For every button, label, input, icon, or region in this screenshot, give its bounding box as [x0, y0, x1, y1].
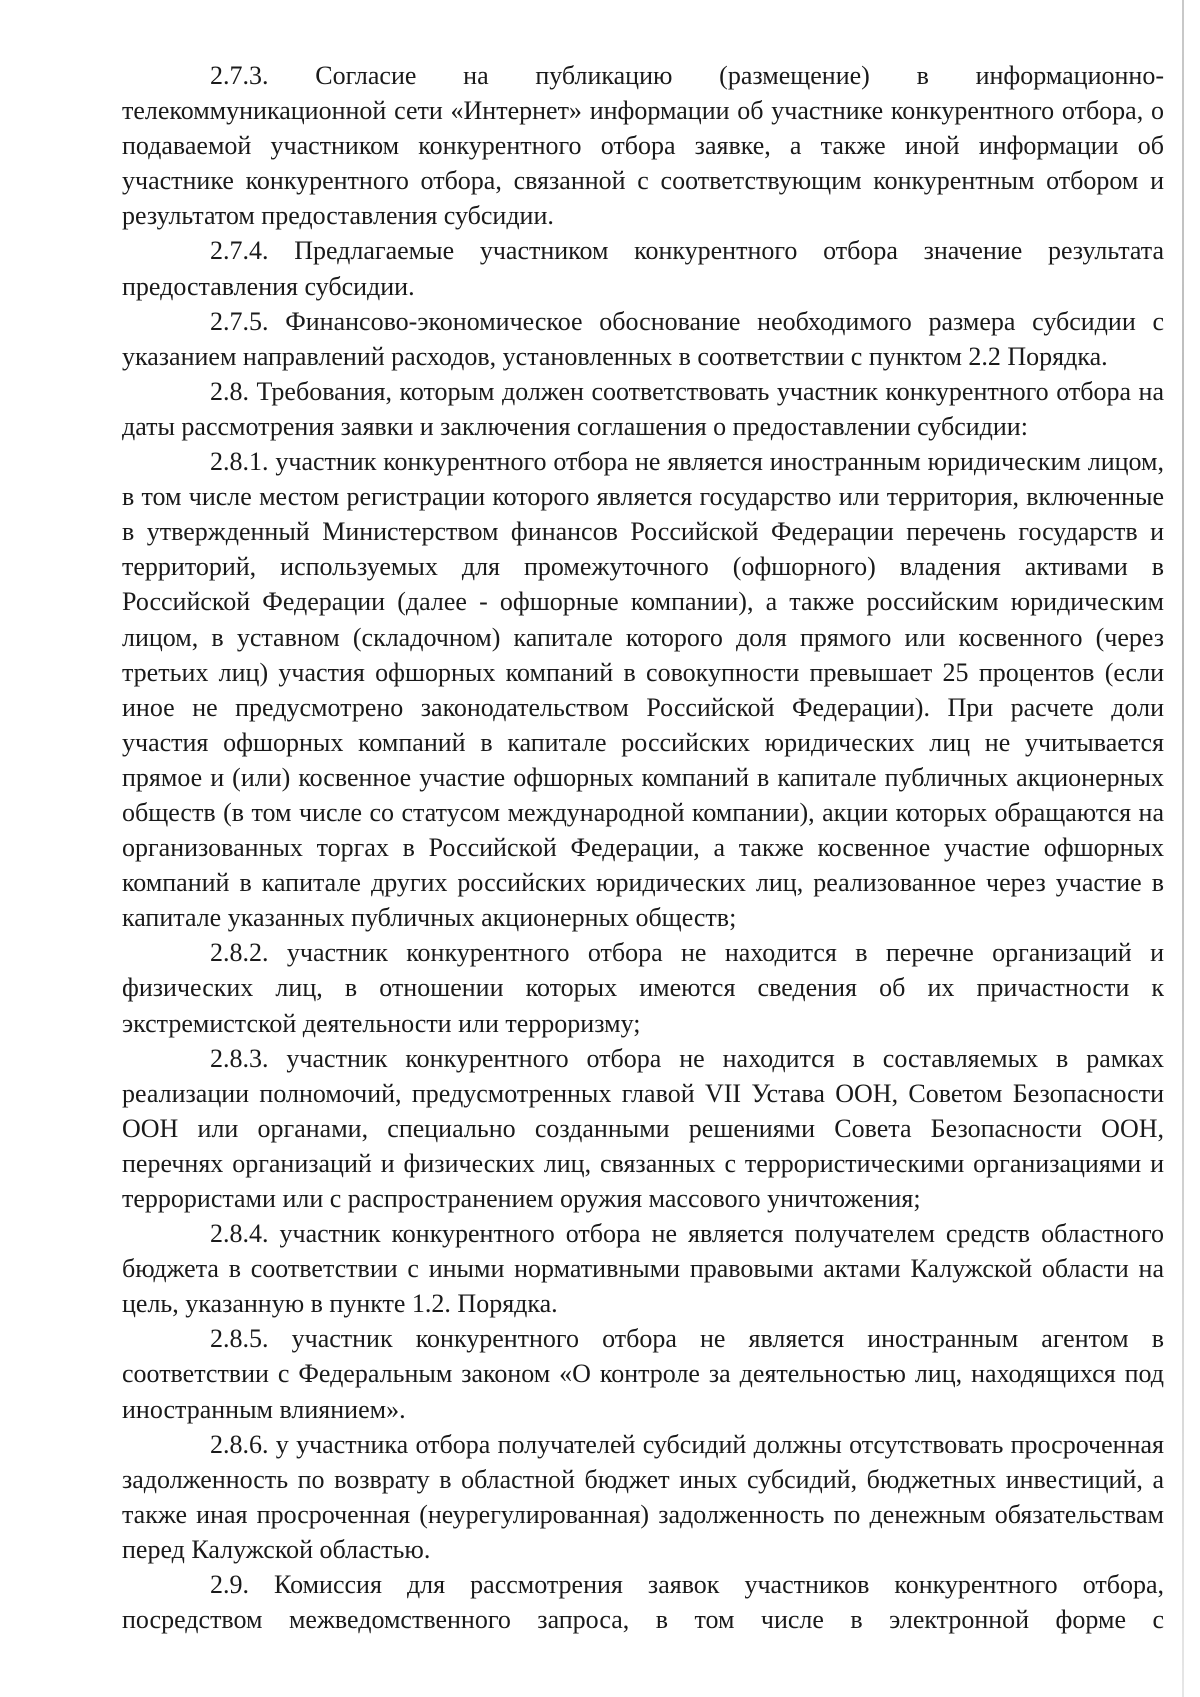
paragraph-2-8-5: 2.8.5. участник конкурентного отбора не является иностранным агентом в соответствии с Федеральным законом «О контроле за деятельностью лиц, находящихся под иностранным влиянием».	[122, 1324, 1164, 1424]
paragraph-2-7-4: 2.7.4. Предлагаемые участником конкурентного отбора значение результата предоставления субсидии.	[122, 236, 1164, 301]
scan-edge-line	[1182, 0, 1184, 1697]
paragraph-2-8-3: 2.8.3. участник конкурентного отбора не находится в составляемых в рамках реализации полномочий, предусмотренных главой VII Устава ООН, Советом Безопасности ООН или органами, специально созданными решениями Совета Безопасности ООН, перечнях организаций и физических лиц, связанных с террористическими организациями и террористами или с распространением оружия массового уничтожения;	[122, 1043, 1164, 1213]
paragraph-2-8-6: 2.8.6. у участника отбора получателей субсидий должны отсутствовать просроченная задолженность по возврату в областной бюджет иных субсидий, бюджетных инвестиций, а также иная просроченная (неурегулированная) задолженность по денежным обязательствам перед Калужской областью.	[122, 1429, 1164, 1564]
paragraph-2-8: 2.8. Требования, которым должен соответствовать участник конкурентного отбора на даты рассмотрения заявки и заключения соглашения о предоставлении субсидии:	[122, 376, 1164, 441]
paragraph-2-7-3: 2.7.3. Согласие на публикацию (размещение) в информационно-телекоммуникационной сети «Интернет» информации об участнике конкурентного отбора, о подаваемой участником конкурентного отбора заявке, а также иной информации об участнике конкурентного отбора, связанной с соответствующим конкурентным отбором и результатом предоставления субсидии.	[122, 61, 1164, 231]
paragraph-2-8-4: 2.8.4. участник конкурентного отбора не является получателем средств областного бюджета в соответствии с иными нормативными правовыми актами Калужской области на цель, указанную в пункте 1.2. Порядка.	[122, 1219, 1164, 1319]
paragraph-2-8-1: 2.8.1. участник конкурентного отбора не является иностранным юридическим лицом, в том числе местом регистрации которого является государство или территория, включенные в утвержденный Министерством финансов Российской Федерации перечень государств и территорий, используемых для промежуточного (офшорного) владения активами в Российской Федерации (далее - офшорные компании), а также российским юридическим лицом, в уставном (складочном) капитале которого доля прямого или косвенного (через третьих лиц) участия офшорных компаний в совокупности превышает 25 процентов (если иное не предусмотрено законодательством Российской Федерации). При расчете доли участия офшорных компаний в капитале российских юридических лиц не учитывается прямое и (или) косвенное участие офшорных компаний в капитале публичных акционерных обществ (в том числе со статусом международной компании), акции которых обращаются на организованных торгах в Российской Федерации, а также косвенное участие офшорных компаний в капитале других российских юридических лиц, реализованное через участие в капитале указанных публичных акционерных обществ;	[122, 447, 1164, 933]
paragraph-2-9: 2.9. Комиссия для рассмотрения заявок участников конкурентного отбора, посредством межведомственного запроса, в том числе в электронной форме с	[122, 1570, 1164, 1635]
document-page	[122, 58, 1164, 1637]
paragraph-2-8-2: 2.8.2. участник конкурентного отбора не находится в перечне организаций и физических лиц, в отношении которых имеются сведения об их причастности к экстремистской деятельности или терроризму;	[122, 938, 1164, 1038]
paragraph-2-7-5: 2.7.5. Финансово-экономическое обоснование необходимого размера субсидии с указанием направлений расходов, установленных в соответствии с пунктом 2.2 Порядка.	[122, 306, 1164, 371]
